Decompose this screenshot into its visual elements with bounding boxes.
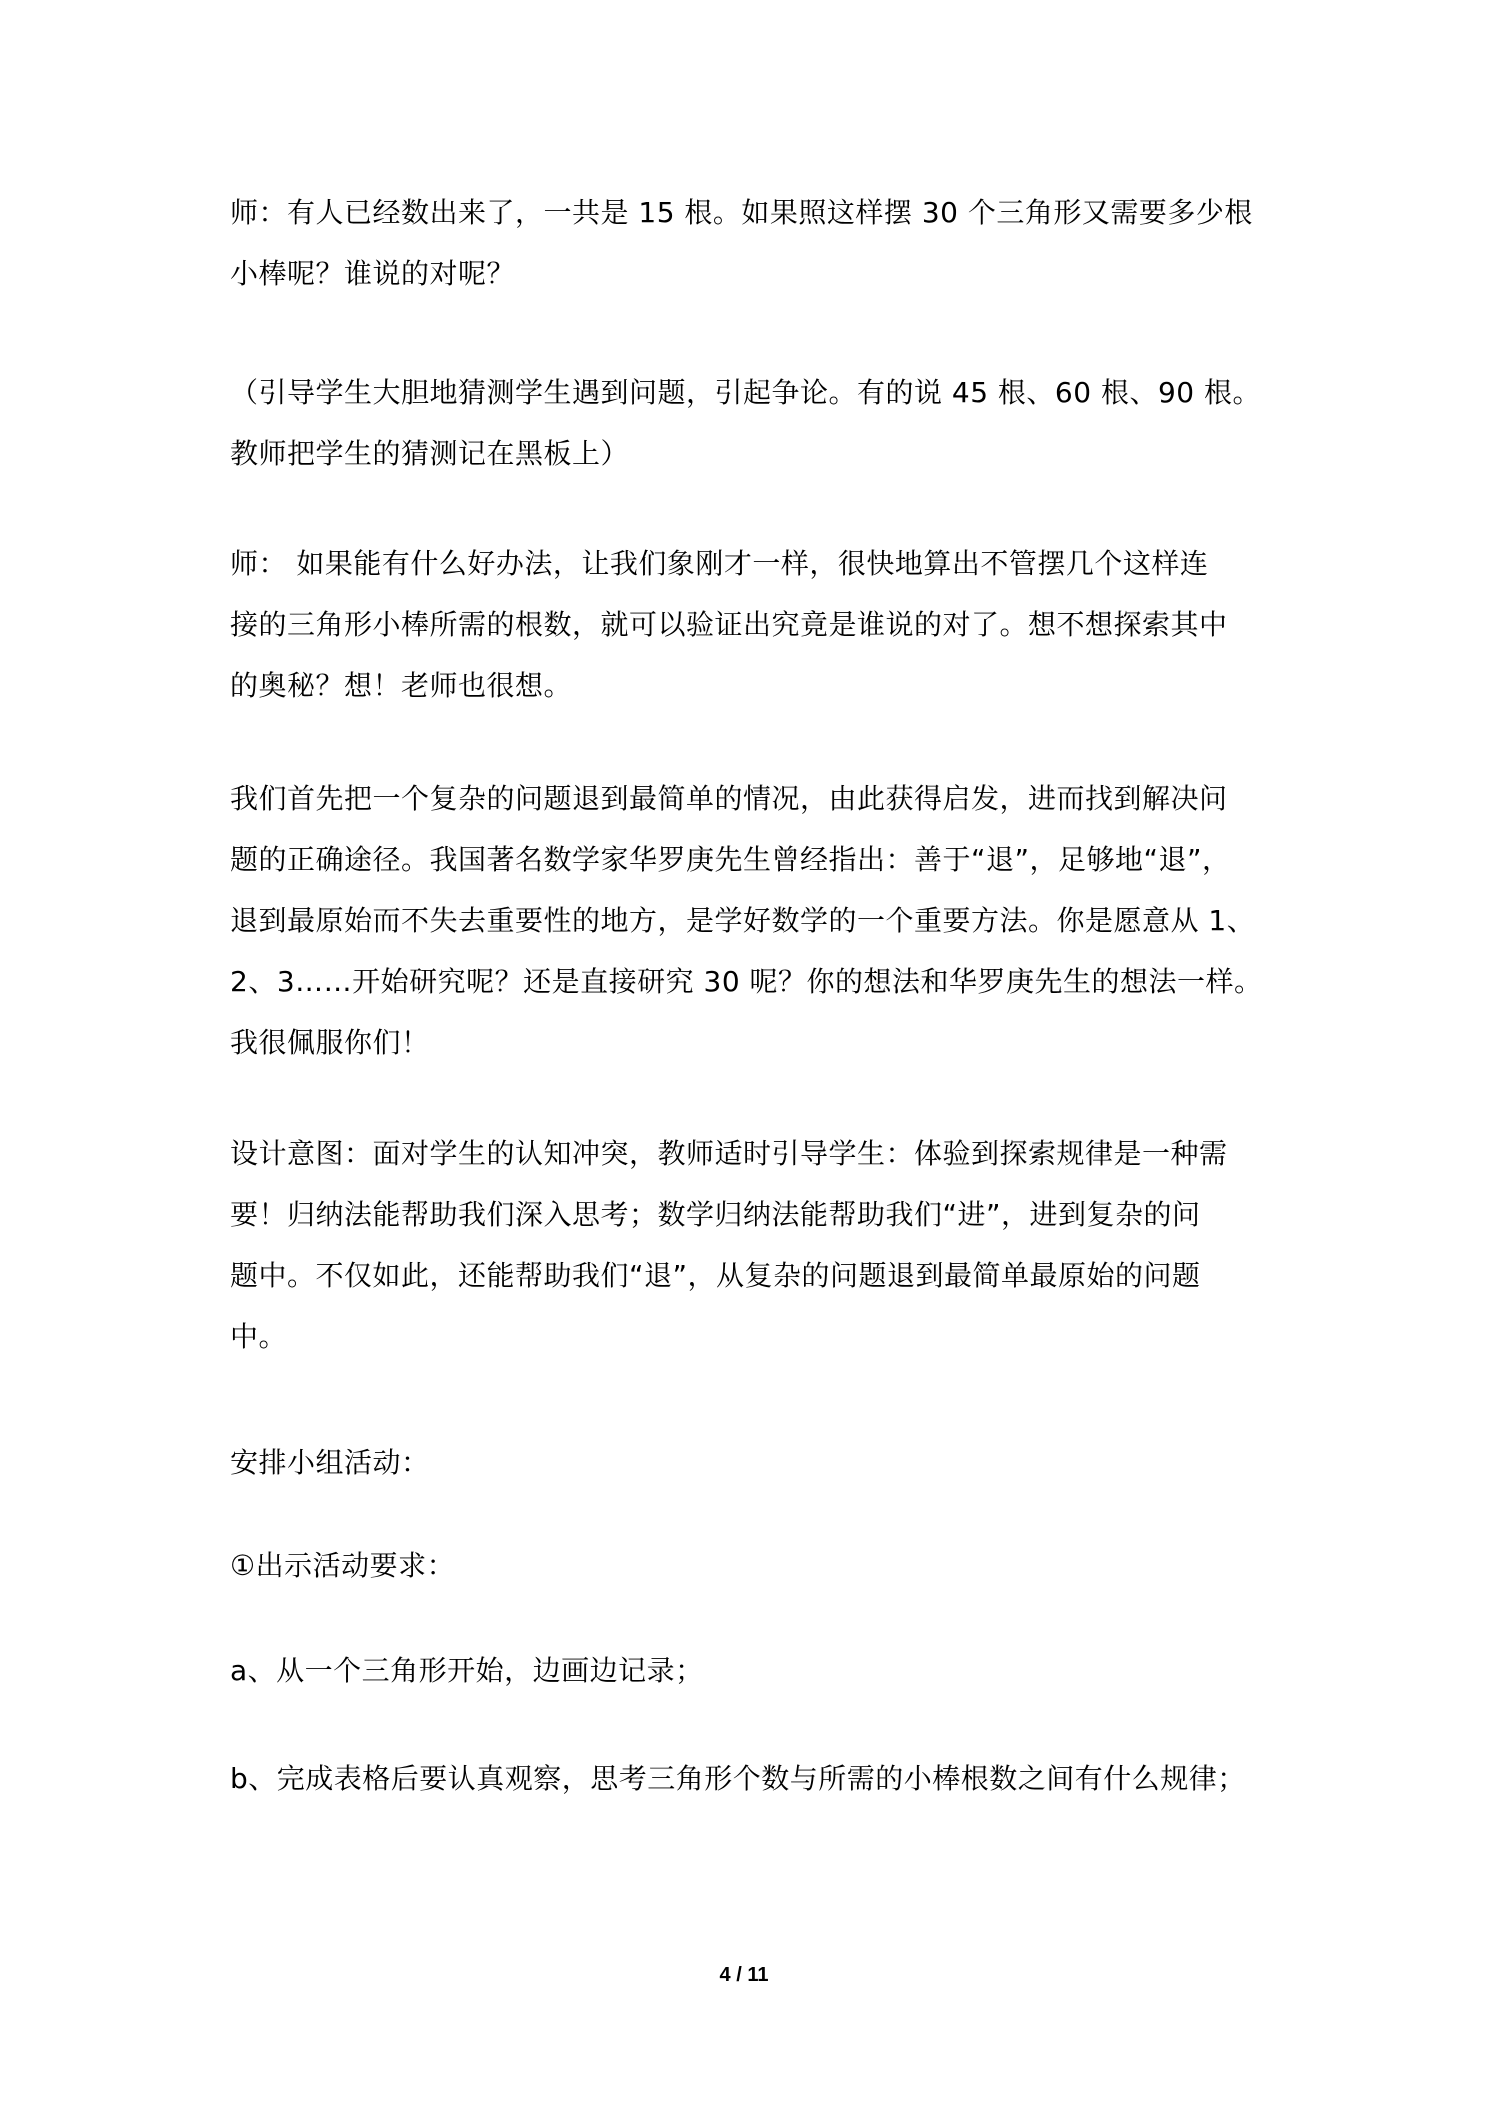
- text-line: ①出示活动要求：: [230, 1549, 456, 1582]
- text-line: 我很佩服你们！: [230, 1026, 430, 1059]
- paragraph-teacher-method: [230, 533, 1280, 716]
- text-line: 小棒呢？谁说的对呢？: [230, 257, 516, 290]
- paragraph-teacher-question: [230, 182, 1280, 304]
- text-line: 2、3……开始研究呢？还是直接研究 30 呢？你的想法和华罗庚先生的想法一样。: [230, 965, 1263, 998]
- paragraph-group-activity: [230, 1432, 1280, 1493]
- paragraph-design-intent: [230, 1123, 1280, 1367]
- text-line: 安排小组活动：: [230, 1446, 430, 1479]
- text-line: 中。: [230, 1320, 288, 1353]
- paragraph-item-a: [230, 1640, 1280, 1701]
- text-line: 设计意图：面对学生的认知冲突，教师适时引导学生：体验到探索规律是一种需: [230, 1137, 1228, 1170]
- text-line: 要！归纳法能帮助我们深入思考；数学归纳法能帮助我们“进”，进到复杂的问: [230, 1198, 1201, 1231]
- text-line: 师： 如果能有什么好办法，让我们象刚才一样，很快地算出不管摆几个这样连: [230, 547, 1209, 580]
- text-line: 题的正确途径。我国著名数学家华罗庚先生曾经指出：善于“退”，足够地“退”，: [230, 843, 1231, 876]
- paragraph-item-b: [230, 1748, 1280, 1809]
- text-line: 退到最原始而不失去重要性的地方，是学好数学的一个重要方法。你是愿意从 1、: [230, 904, 1256, 937]
- page-number: 4 / 11: [719, 1964, 769, 1986]
- text-line: 的奥秘？想！老师也很想。: [230, 669, 573, 702]
- text-line: 师：有人已经数出来了，一共是 15 根。如果照这样摆 30 个三角形又需要多少根: [230, 196, 1253, 229]
- text-line: a、从一个三角形开始，边画边记录；: [230, 1654, 704, 1687]
- text-line: b、完成表格后要认真观察，思考三角形个数与所需的小棒根数之间有什么规律；: [230, 1762, 1246, 1795]
- paragraph-simplify-problem: [230, 768, 1280, 1073]
- text-line: 我们首先把一个复杂的问题退到最简单的情况，由此获得启发，进而找到解决问: [230, 782, 1228, 815]
- text-line: 教师把学生的猜测记在黑板上）: [230, 437, 630, 470]
- paragraph-activity-requirements: [230, 1535, 1280, 1596]
- paragraph-student-guesses: [230, 362, 1280, 484]
- text-line: （引导学生大胆地猜测学生遇到问题，引起争论。有的说 45 根、60 根、90 根。: [230, 376, 1261, 409]
- text-line: 题中。不仅如此，还能帮助我们“退”，从复杂的问题退到最简单最原始的问题: [230, 1259, 1201, 1292]
- text-line: 接的三角形小棒所需的根数，就可以验证出究竟是谁说的对了。想不想探索其中: [230, 608, 1228, 641]
